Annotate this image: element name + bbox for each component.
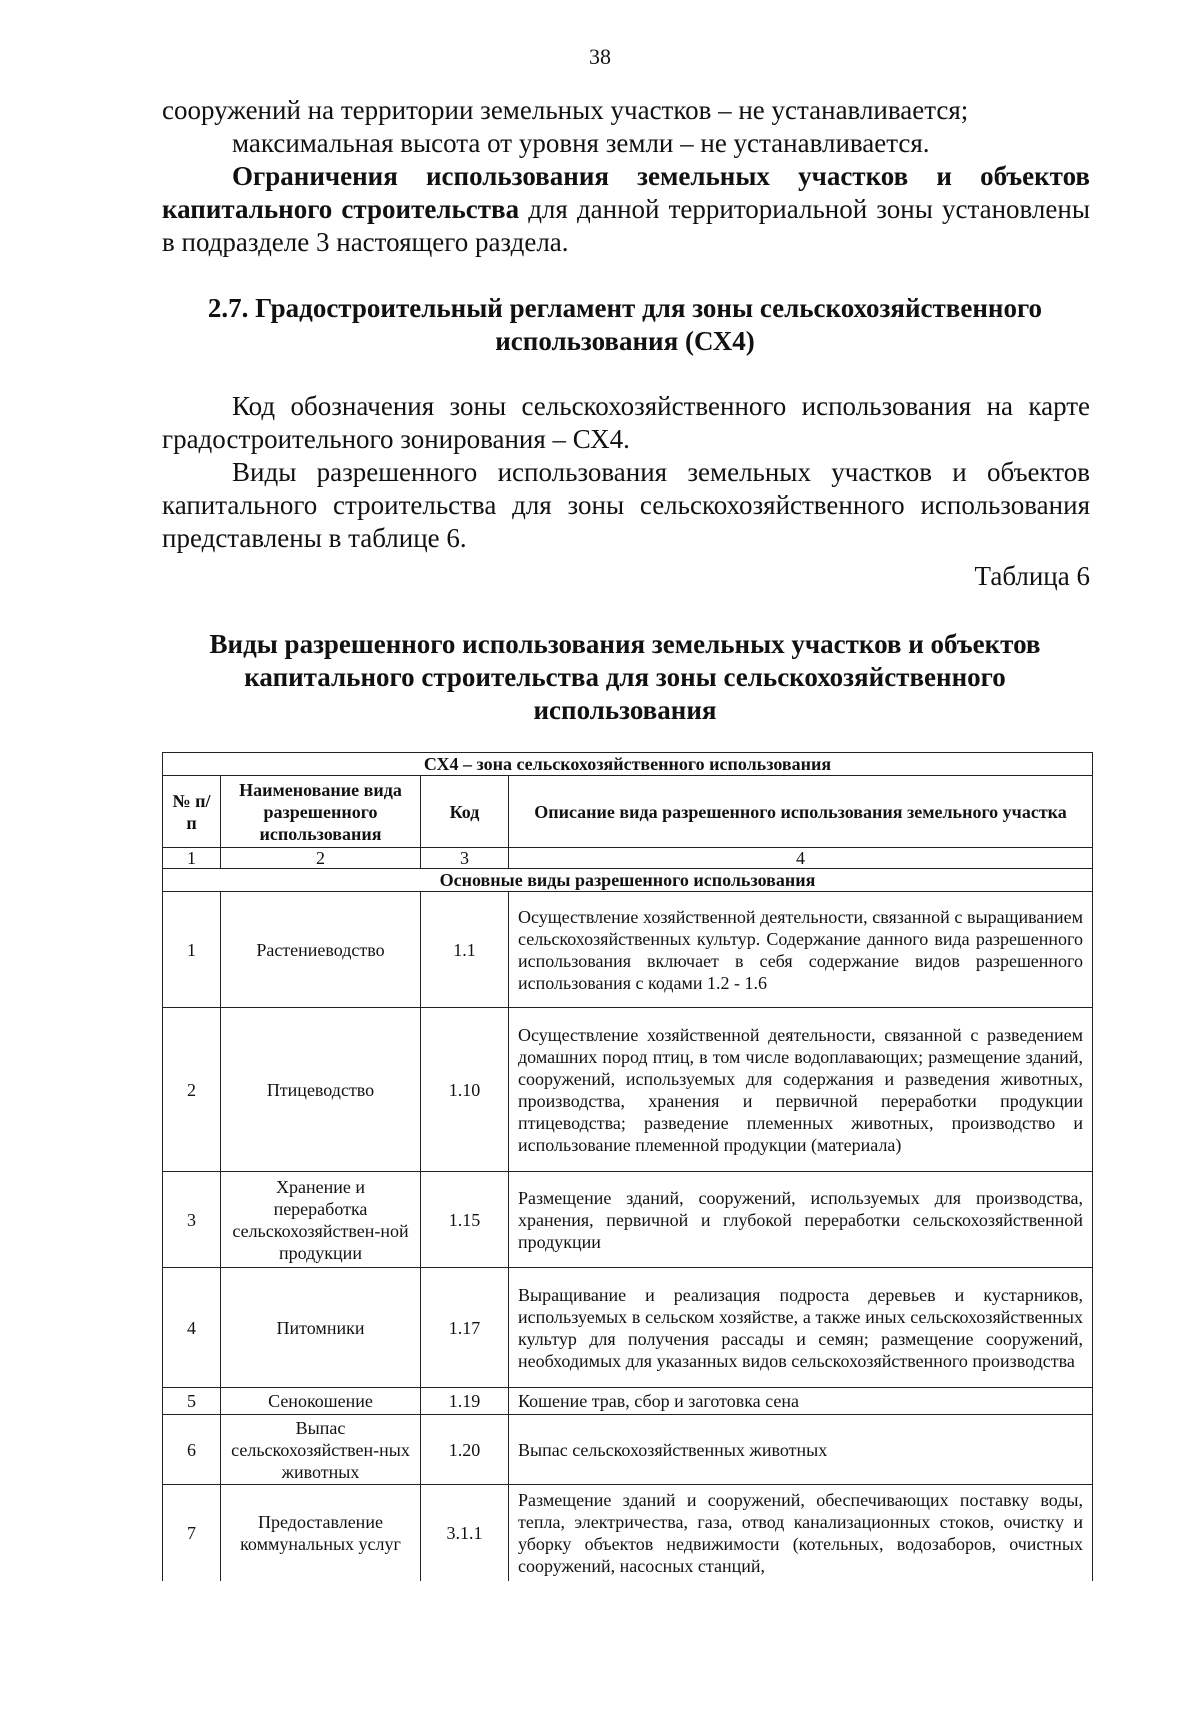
restrictions-paragraph (162, 160, 1090, 259)
section-title: 2.7. Градостроительный регламент для зоны сельскохозяйственного использования (СХ4) (207, 293, 1043, 356)
column-header-description: Описание вида разрешенного использования земельного участка (509, 776, 1093, 848)
restrictions-bold: Ограничения использования земельных участков и объектов капитального строительства (162, 161, 1090, 224)
row-description: Кошение трав, сбор и заготовка сена (509, 1388, 1093, 1415)
row-code: 1.17 (421, 1268, 509, 1388)
table-row (163, 1008, 1093, 1172)
row-use-name: Растениеводство (221, 892, 421, 1008)
row-description: Размещение зданий, сооружений, используемых для производства, хранения, первичной и глубокой переработки сельскохозяйственной продукции (509, 1172, 1093, 1268)
row-description: Осуществление хозяйственной деятельности, связанной с разведением домашних пород птиц, в том числе водоплавающих; размещение зданий, сооружений, используемых для содержания и разведения животных, производства, хранения и первичной переработки продукции птицеводства; разведение племенных животных, производство и использование племенной продукции (материала) (509, 1008, 1093, 1172)
section-paragraph-2: Виды разрешенного использования земельных участков и объектов капитального строительства для зоны сельскохозяйственного использования представлены в таблице 6. (162, 457, 1090, 553)
column-number-2: 2 (221, 848, 421, 869)
group-header-main-uses: Основные виды разрешенного использования (163, 869, 1093, 892)
page-number: 38 (589, 44, 611, 69)
row-description: Осуществление хозяйственной деятельности, связанной с выращиванием сельскохозяйственных культур. Содержание данного вида разрешенного использования включает в себя содержание видов разрешенного использования с кодами 1.2 - 1.6 (509, 892, 1093, 1008)
row-code: 1.10 (421, 1008, 509, 1172)
intro-line-1: сооружений на территории земельных участков – не устанавливается; (162, 95, 969, 125)
table-row (163, 1485, 1093, 1581)
row-number: 6 (163, 1415, 221, 1485)
row-code: 3.1.1 (421, 1485, 509, 1581)
table-row (163, 1172, 1093, 1268)
row-number: 3 (163, 1172, 221, 1268)
row-use-name: Питомники (221, 1268, 421, 1388)
row-code: 1.20 (421, 1415, 509, 1485)
row-number: 1 (163, 892, 221, 1008)
row-use-name: Хранение и переработка сельскохозяйствен-ной продукции (221, 1172, 421, 1268)
table-row (163, 1415, 1093, 1485)
table-row (163, 892, 1093, 1008)
row-code: 1.15 (421, 1172, 509, 1268)
row-description: Размещение зданий и сооружений, обеспечивающих поставку воды, тепла, электричества, газа, отвод канализационных стоков, очистку и уборку объектов недвижимости (котельных, водозаборов, очистных сооружений, насосных станций, (509, 1485, 1093, 1581)
row-description: Выпас сельскохозяйственных животных (509, 1415, 1093, 1485)
row-code: 1.19 (421, 1388, 509, 1415)
row-description: Выращивание и реализация подроста деревьев и кустарников, используемых в сельском хозяйстве, а также иных сельскохозяйственных культур для получения рассады и семян; размещение сооружений, необходимых для указанных видов сельскохозяйственного производства (509, 1268, 1093, 1388)
permitted-uses-table (162, 752, 1093, 1581)
row-use-name: Предоставление коммунальных услуг (221, 1485, 421, 1581)
row-number: 2 (163, 1008, 221, 1172)
intro-line-2: максимальная высота от уровня земли – не устанавливается. (232, 128, 930, 158)
table-row (163, 1388, 1093, 1415)
column-header-number: № п/п (163, 776, 221, 848)
row-number: 7 (163, 1485, 221, 1581)
column-number-3: 3 (421, 848, 509, 869)
row-number: 5 (163, 1388, 221, 1415)
table-label: Таблица 6 (974, 561, 1090, 591)
row-use-name: Птицеводство (221, 1008, 421, 1172)
restrictions-rest: для данной территориальной зоны установлены в подразделе 3 настоящего раздела. (162, 194, 1090, 257)
row-code: 1.1 (421, 892, 509, 1008)
row-use-name: Выпас сельскохозяйствен-ных животных (221, 1415, 421, 1485)
row-use-name: Сенокошение (221, 1388, 421, 1415)
zone-header: СХ4 – зона сельскохозяйственного использования (163, 753, 1093, 776)
table-title: Виды разрешенного использования земельных участков и объектов капитального строительства для зоны сельскохозяйственного использования (209, 629, 1041, 725)
section-paragraph-1: Код обозначения зоны сельскохозяйственного использования на карте градостроительного зонирования – СХ4. (162, 391, 1090, 454)
row-number: 4 (163, 1268, 221, 1388)
column-header-code: Код (421, 776, 509, 848)
column-number-1: 1 (163, 848, 221, 869)
table-row (163, 1268, 1093, 1388)
column-header-name: Наименование вида разрешенного использования (221, 776, 421, 848)
column-number-4: 4 (509, 848, 1093, 869)
